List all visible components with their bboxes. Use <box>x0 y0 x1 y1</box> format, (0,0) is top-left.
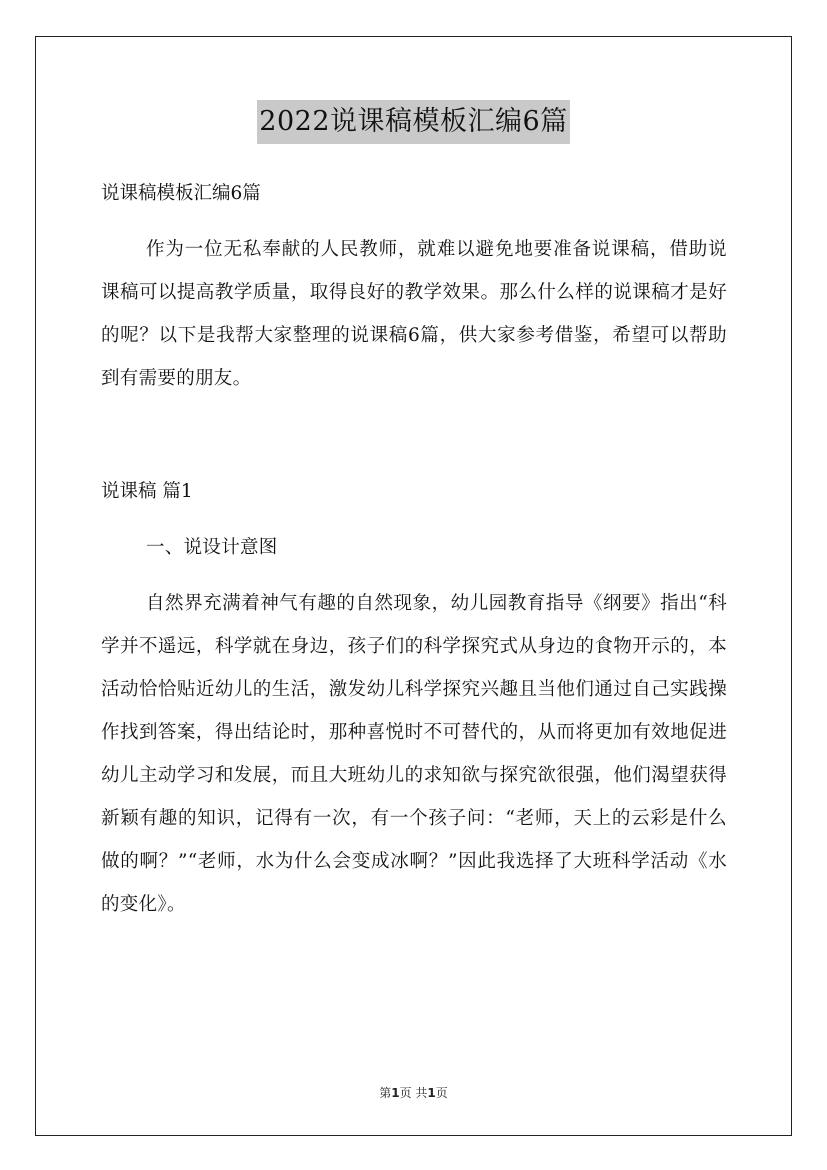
page-footer <box>0 1084 827 1101</box>
spacer <box>101 569 727 582</box>
spacer <box>101 513 727 526</box>
footer-page-prefix: 第 <box>379 1086 392 1100</box>
sub-heading: 一、说设计意图 <box>146 537 278 558</box>
title-container <box>0 100 827 144</box>
section-heading: 说课稿 篇1 <box>101 481 193 502</box>
document-title: 2022说课稿模板汇编6篇 <box>257 100 569 144</box>
footer-page-mid: 页 共 <box>399 1086 428 1100</box>
footer-page-current: 1 <box>391 1086 400 1100</box>
footer-page-suffix: 页 <box>435 1086 448 1100</box>
intro-paragraph: 作为一位无私奉献的人民教师，就难以避免地要准备说课稿，借助说课稿可以提高教学质量，取得良好的教学效果。那么什么样的说课稿才是好的呢？以下是我帮大家整理的说课稿6篇，供大家参考借鉴，希望可以帮助到有需要的朋友。 <box>101 239 727 389</box>
document-body <box>101 172 727 926</box>
subtitle: 说课稿模板汇编6篇 <box>101 183 261 204</box>
body-paragraph: 自然界充满着神气有趣的自然现象，幼儿园教育指导《纲要》指出“科学并不遥远，科学就在身边，孩子们的科学探究式从身边的食物开示的，本活动恰恰贴近幼儿的生活，激发幼儿科学探究兴趣且当他们通过自己实践操作找到答案，得出结论时，那种喜悦时不可替代的，从而将更加有效地促进幼儿主动学习和发展，而且大班幼儿的求知欲与探究欲很强，他们渴望获得新颖有趣的知识，记得有一次，有一个孩子问：“老师，天上的云彩是什么做的啊？”“老师，水为什么会变成冰啊？”因此我选择了大班科学活动《水的变化》。 <box>101 593 727 915</box>
spacer <box>101 400 727 470</box>
spacer <box>101 215 727 228</box>
footer-page-total: 1 <box>427 1086 436 1100</box>
